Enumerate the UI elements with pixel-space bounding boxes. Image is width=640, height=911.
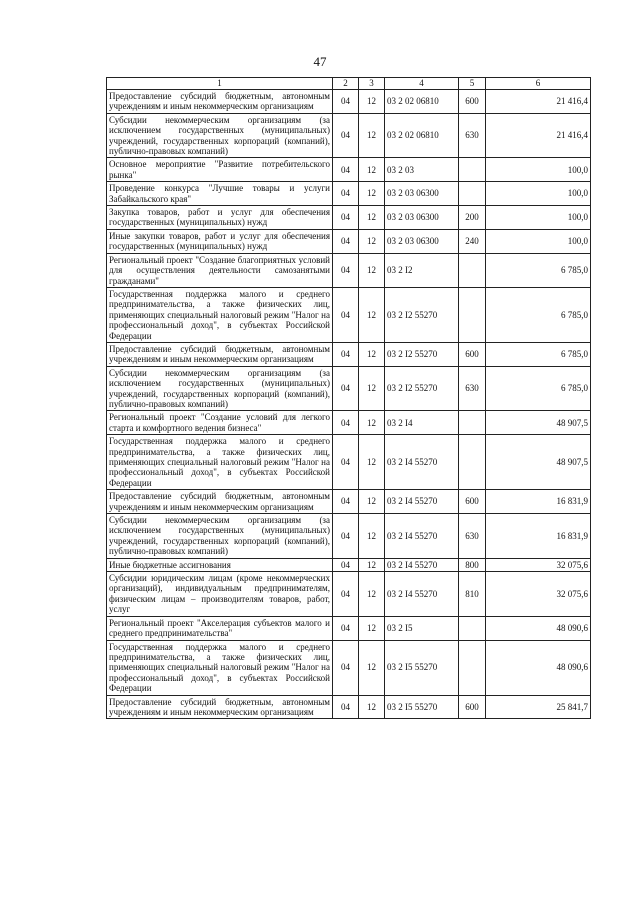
table-row bbox=[107, 572, 591, 617]
section-code-cell: 04 bbox=[333, 616, 359, 640]
expense-type-cell bbox=[459, 182, 486, 206]
table-row bbox=[107, 366, 591, 411]
item-name-cell: Региональный проект "Создание условий для легкого старта и комфортного ведения бизнеса" bbox=[107, 411, 333, 435]
amount-cell: 16 831,9 bbox=[486, 490, 591, 514]
section-code-cell: 04 bbox=[333, 490, 359, 514]
subsection-code-cell: 12 bbox=[359, 158, 385, 182]
target-article-cell: 03 2 I5 55270 bbox=[385, 695, 459, 719]
subsection-code-cell: 12 bbox=[359, 287, 385, 342]
expense-type-cell: 600 bbox=[459, 342, 486, 366]
subsection-code-cell: 12 bbox=[359, 206, 385, 230]
budget-table bbox=[106, 77, 591, 719]
item-name-cell: Иные бюджетные ассигнования bbox=[107, 558, 333, 571]
table-row bbox=[107, 206, 591, 230]
table-row bbox=[107, 616, 591, 640]
target-article-cell: 03 2 02 06810 bbox=[385, 90, 459, 114]
item-name-cell: Субсидии некоммерческим организациям (за исключением государственных (муниципальных) учреждений, государственных корпораций (компаний), публично-правовых компаний) bbox=[107, 514, 333, 559]
table-row bbox=[107, 490, 591, 514]
table-row bbox=[107, 695, 591, 719]
amount-cell: 100,0 bbox=[486, 206, 591, 230]
subsection-code-cell: 12 bbox=[359, 90, 385, 114]
subsection-code-cell: 12 bbox=[359, 490, 385, 514]
section-code-cell: 04 bbox=[333, 514, 359, 559]
amount-cell: 25 841,7 bbox=[486, 695, 591, 719]
expense-type-cell: 630 bbox=[459, 514, 486, 559]
subsection-code-cell: 12 bbox=[359, 572, 385, 617]
item-name-cell: Субсидии юридическим лицам (кроме некоммерческих организаций), индивидуальным предпринимателям, физическим лицам – производителям товаров, работ, услуг bbox=[107, 572, 333, 617]
target-article-cell: 03 2 I2 55270 bbox=[385, 342, 459, 366]
target-article-cell: 03 2 I4 55270 bbox=[385, 558, 459, 571]
section-code-cell: 04 bbox=[333, 206, 359, 230]
amount-cell: 6 785,0 bbox=[486, 342, 591, 366]
header-cell: 1 bbox=[107, 78, 333, 90]
section-code-cell: 04 bbox=[333, 182, 359, 206]
amount-cell: 100,0 bbox=[486, 182, 591, 206]
subsection-code-cell: 12 bbox=[359, 366, 385, 411]
table-row bbox=[107, 158, 591, 182]
subsection-code-cell: 12 bbox=[359, 514, 385, 559]
expense-type-cell: 600 bbox=[459, 695, 486, 719]
item-name-cell: Государственная поддержка малого и среднего предпринимательства, а также физических лиц, применяющих специальный налоговый режим "Налог на профессиональный доход", в субъектах Российской Федерации bbox=[107, 287, 333, 342]
header-cell: 6 bbox=[486, 78, 591, 90]
target-article-cell: 03 2 I4 bbox=[385, 411, 459, 435]
table-row bbox=[107, 253, 591, 287]
table-row bbox=[107, 113, 591, 158]
expense-type-cell: 630 bbox=[459, 113, 486, 158]
amount-cell: 48 090,6 bbox=[486, 640, 591, 695]
expense-type-cell bbox=[459, 253, 486, 287]
amount-cell: 6 785,0 bbox=[486, 366, 591, 411]
amount-cell: 32 075,6 bbox=[486, 558, 591, 571]
table-row bbox=[107, 411, 591, 435]
header-cell: 5 bbox=[459, 78, 486, 90]
target-article-cell: 03 2 03 06300 bbox=[385, 182, 459, 206]
header-cell: 4 bbox=[385, 78, 459, 90]
section-code-cell: 04 bbox=[333, 411, 359, 435]
expense-type-cell: 240 bbox=[459, 229, 486, 253]
target-article-cell: 03 2 I2 bbox=[385, 253, 459, 287]
subsection-code-cell: 12 bbox=[359, 113, 385, 158]
subsection-code-cell: 12 bbox=[359, 640, 385, 695]
table-row bbox=[107, 558, 591, 571]
amount-cell: 100,0 bbox=[486, 229, 591, 253]
target-article-cell: 03 2 I2 55270 bbox=[385, 366, 459, 411]
target-article-cell: 03 2 I4 55270 bbox=[385, 572, 459, 617]
item-name-cell: Закупка товаров, работ и услуг для обеспечения государственных (муниципальных) нужд bbox=[107, 206, 333, 230]
expense-type-cell bbox=[459, 411, 486, 435]
amount-cell: 6 785,0 bbox=[486, 287, 591, 342]
amount-cell: 100,0 bbox=[486, 158, 591, 182]
target-article-cell: 03 2 I2 55270 bbox=[385, 287, 459, 342]
amount-cell: 48 907,5 bbox=[486, 435, 591, 490]
table-row bbox=[107, 90, 591, 114]
expense-type-cell bbox=[459, 435, 486, 490]
item-name-cell: Государственная поддержка малого и среднего предпринимательства, а также физических лиц, применяющих специальный налоговый режим "Налог на профессиональный доход", в субъектах Российской Федерации bbox=[107, 640, 333, 695]
subsection-code-cell: 12 bbox=[359, 342, 385, 366]
subsection-code-cell: 12 bbox=[359, 695, 385, 719]
item-name-cell: Основное мероприятие "Развитие потребительского рынка" bbox=[107, 158, 333, 182]
item-name-cell: Предоставление субсидий бюджетным, автономным учреждениям и иным некоммерческим организациям bbox=[107, 90, 333, 114]
item-name-cell: Государственная поддержка малого и среднего предпринимательства, а также физических лиц, применяющих специальный налоговый режим "Налог на профессиональный доход", в субъектах Российской Федерации bbox=[107, 435, 333, 490]
table-row bbox=[107, 182, 591, 206]
section-code-cell: 04 bbox=[333, 342, 359, 366]
item-name-cell: Иные закупки товаров, работ и услуг для обеспечения государственных (муниципальных) нужд bbox=[107, 229, 333, 253]
target-article-cell: 03 2 I4 55270 bbox=[385, 490, 459, 514]
expense-type-cell: 600 bbox=[459, 490, 486, 514]
section-code-cell: 04 bbox=[333, 572, 359, 617]
expense-type-cell bbox=[459, 158, 486, 182]
header-cell: 2 bbox=[333, 78, 359, 90]
target-article-cell: 03 2 I5 55270 bbox=[385, 640, 459, 695]
section-code-cell: 04 bbox=[333, 287, 359, 342]
expense-type-cell: 200 bbox=[459, 206, 486, 230]
item-name-cell: Предоставление субсидий бюджетным, автономным учреждениям и иным некоммерческим организациям bbox=[107, 342, 333, 366]
amount-cell: 48 907,5 bbox=[486, 411, 591, 435]
section-code-cell: 04 bbox=[333, 435, 359, 490]
item-name-cell: Предоставление субсидий бюджетным, автономным учреждениям и иным некоммерческим организациям bbox=[107, 490, 333, 514]
table-row bbox=[107, 287, 591, 342]
section-code-cell: 04 bbox=[333, 366, 359, 411]
amount-cell: 32 075,6 bbox=[486, 572, 591, 617]
page-number: 47 bbox=[313, 54, 327, 69]
section-code-cell: 04 bbox=[333, 695, 359, 719]
subsection-code-cell: 12 bbox=[359, 411, 385, 435]
target-article-cell: 03 2 I4 55270 bbox=[385, 514, 459, 559]
section-code-cell: 04 bbox=[333, 253, 359, 287]
amount-cell: 21 416,4 bbox=[486, 113, 591, 158]
subsection-code-cell: 12 bbox=[359, 253, 385, 287]
section-code-cell: 04 bbox=[333, 158, 359, 182]
target-article-cell: 03 2 02 06810 bbox=[385, 113, 459, 158]
expense-type-cell: 800 bbox=[459, 558, 486, 571]
item-name-cell: Проведение конкурса "Лучшие товары и услуги Забайкальского края" bbox=[107, 182, 333, 206]
table-row bbox=[107, 640, 591, 695]
header-cell: 3 bbox=[359, 78, 385, 90]
target-article-cell: 03 2 03 06300 bbox=[385, 206, 459, 230]
item-name-cell: Региональный проект "Создание благоприятных условий для осуществления деятельности самозанятыми гражданами" bbox=[107, 253, 333, 287]
table-row bbox=[107, 342, 591, 366]
item-name-cell: Региональный проект "Акселерация субъектов малого и среднего предпринимательства" bbox=[107, 616, 333, 640]
expense-type-cell: 810 bbox=[459, 572, 486, 617]
expense-type-cell bbox=[459, 287, 486, 342]
subsection-code-cell: 12 bbox=[359, 435, 385, 490]
target-article-cell: 03 2 I4 55270 bbox=[385, 435, 459, 490]
subsection-code-cell: 12 bbox=[359, 182, 385, 206]
target-article-cell: 03 2 I5 bbox=[385, 616, 459, 640]
section-code-cell: 04 bbox=[333, 558, 359, 571]
amount-cell: 6 785,0 bbox=[486, 253, 591, 287]
table-row bbox=[107, 229, 591, 253]
table-row bbox=[107, 435, 591, 490]
header-row bbox=[107, 78, 591, 90]
amount-cell: 16 831,9 bbox=[486, 514, 591, 559]
subsection-code-cell: 12 bbox=[359, 616, 385, 640]
table-row bbox=[107, 514, 591, 559]
subsection-code-cell: 12 bbox=[359, 229, 385, 253]
section-code-cell: 04 bbox=[333, 640, 359, 695]
expense-type-cell: 600 bbox=[459, 90, 486, 114]
section-code-cell: 04 bbox=[333, 229, 359, 253]
section-code-cell: 04 bbox=[333, 90, 359, 114]
item-name-cell: Субсидии некоммерческим организациям (за исключением государственных (муниципальных) учреждений, государственных корпораций (компаний), публично-правовых компаний) bbox=[107, 113, 333, 158]
expense-type-cell bbox=[459, 640, 486, 695]
item-name-cell: Субсидии некоммерческим организациям (за исключением государственных (муниципальных) учреждений, государственных корпораций (компаний), публично-правовых компаний) bbox=[107, 366, 333, 411]
amount-cell: 21 416,4 bbox=[486, 90, 591, 114]
expense-type-cell bbox=[459, 616, 486, 640]
target-article-cell: 03 2 03 06300 bbox=[385, 229, 459, 253]
amount-cell: 48 090,6 bbox=[486, 616, 591, 640]
target-article-cell: 03 2 03 bbox=[385, 158, 459, 182]
item-name-cell: Предоставление субсидий бюджетным, автономным учреждениям и иным некоммерческим организациям bbox=[107, 695, 333, 719]
section-code-cell: 04 bbox=[333, 113, 359, 158]
subsection-code-cell: 12 bbox=[359, 558, 385, 571]
expense-type-cell: 630 bbox=[459, 366, 486, 411]
